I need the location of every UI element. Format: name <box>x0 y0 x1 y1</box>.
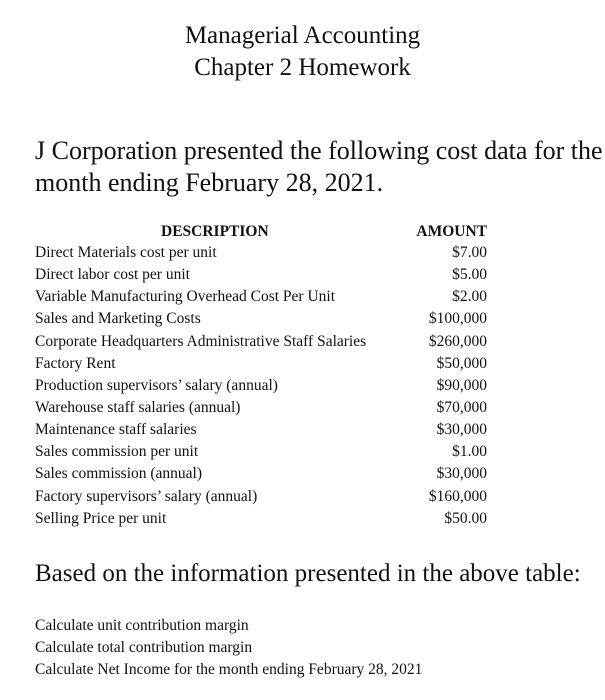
row-amount: $100,000 <box>428 310 487 328</box>
table-row <box>35 331 490 353</box>
row-amount: $260,000 <box>428 332 487 350</box>
instructions-heading: Based on the information presented in the above table: <box>35 560 581 587</box>
table-row <box>35 463 490 485</box>
row-description: Factory Rent <box>35 354 116 372</box>
table-row <box>35 286 490 308</box>
page-title: Managerial Accounting <box>184 22 421 49</box>
row-description: Corporate Headquarters Administrative Staff Salaries <box>35 332 367 350</box>
table-row <box>35 308 490 330</box>
cost-data-table <box>35 220 490 530</box>
table-row <box>35 353 490 375</box>
row-amount: $30,000 <box>436 421 487 439</box>
column-header-description: DESCRIPTION <box>161 223 269 240</box>
column-header-amount: AMOUNT <box>416 223 487 240</box>
row-description: Maintenance staff salaries <box>35 421 197 439</box>
table-row <box>35 419 490 441</box>
task-item: Calculate Net Income for the month ending February 28, 2021 <box>35 661 423 678</box>
row-amount: $5.00 <box>452 266 487 284</box>
row-amount: $70,000 <box>436 398 487 416</box>
intro-line: J Corporation presented the following cost data for the <box>35 136 603 165</box>
table-header <box>35 220 490 242</box>
row-description: Variable Manufacturing Overhead Cost Per Unit <box>35 288 336 306</box>
row-amount: $7.00 <box>452 244 487 261</box>
row-description: Selling Price per unit <box>35 509 167 527</box>
row-description: Production supervisors’ salary (annual) <box>35 376 278 394</box>
intro-line: month ending February 28, 2021. <box>35 168 384 197</box>
table-row <box>35 508 490 530</box>
task-item: Calculate total contribution margin <box>35 639 253 656</box>
row-description: Sales and Marketing Costs <box>35 310 201 328</box>
row-amount: $1.00 <box>452 443 487 461</box>
row-description: Sales commission per unit <box>35 443 199 461</box>
row-description: Sales commission (annual) <box>35 465 203 483</box>
row-description: Factory supervisors’ salary (annual) <box>35 487 258 505</box>
row-description: Warehouse staff salaries (annual) <box>35 398 241 416</box>
table-row <box>35 264 490 286</box>
task-list <box>35 615 422 681</box>
table-row <box>35 242 490 264</box>
row-amount: $90,000 <box>436 376 487 394</box>
row-description: Direct Materials cost per unit <box>35 244 217 261</box>
table-row <box>35 375 490 397</box>
table-row <box>35 397 490 419</box>
row-amount: $50,000 <box>436 354 487 372</box>
row-amount: $2.00 <box>452 288 487 306</box>
table-row <box>35 486 490 508</box>
row-amount: $160,000 <box>428 487 487 505</box>
row-description: Direct labor cost per unit <box>35 266 190 284</box>
intro-paragraph <box>35 135 605 199</box>
table-row <box>35 441 490 463</box>
page-subtitle: Chapter 2 Homework <box>194 54 411 81</box>
task-item: Calculate unit contribution margin <box>35 617 249 634</box>
row-amount: $30,000 <box>436 465 487 483</box>
row-amount: $50.00 <box>444 509 487 527</box>
